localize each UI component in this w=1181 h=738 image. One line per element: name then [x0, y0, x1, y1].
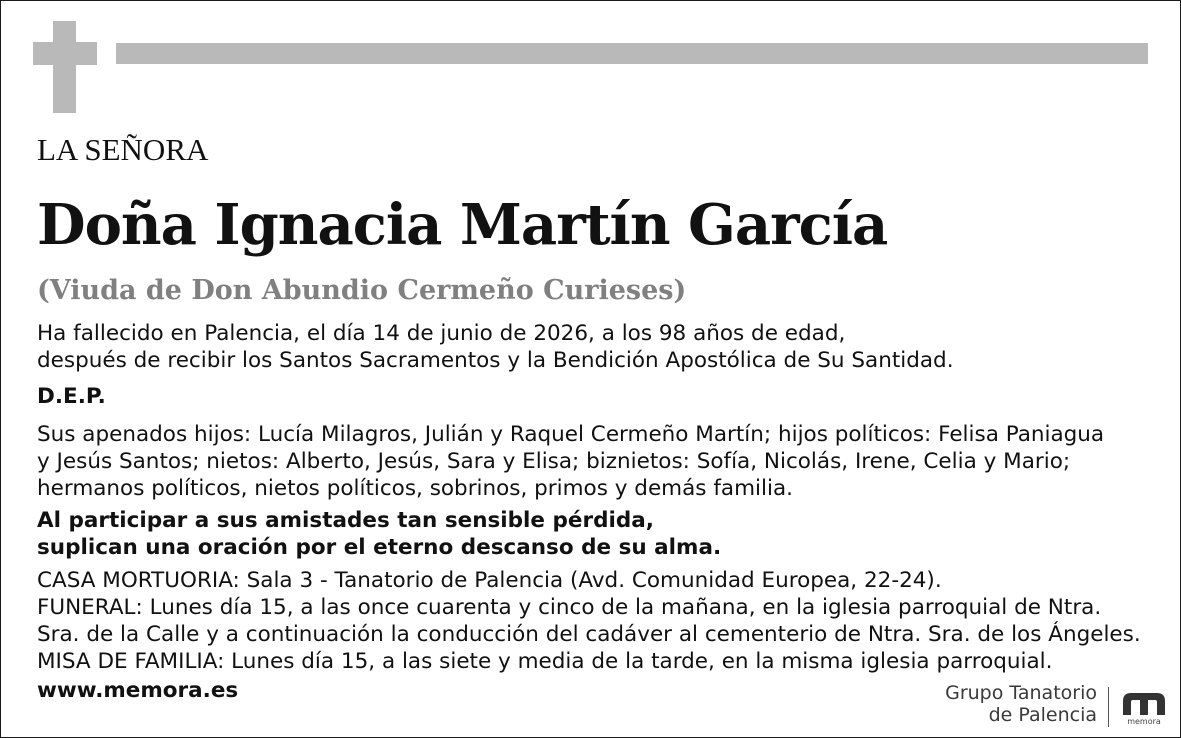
service-line: Sra. de la Calle y a continuación la conducción del cadáver al cementerio de Ntra. Sra. de los Ángeles.: [37, 622, 1141, 647]
cross-icon-bar: [33, 42, 97, 65]
family-line: Sus apenados hijos: Lucía Milagros, Julián y Raquel Cermeño Martín; hijos políticos: Felisa Paniagua: [37, 422, 1105, 447]
family-list: [37, 421, 1104, 502]
deceased-name: Doña Ignacia Martín García: [37, 192, 888, 258]
provider-divider: [1108, 687, 1109, 727]
header-rule: [116, 43, 1148, 64]
service-line: MISA DE FAMILIA: Lunes día 15, a las siete y media de la tarde, en la misma iglesia parroquial.: [37, 649, 1053, 674]
family-line: hermanos políticos, nietos políticos, sobrinos, primos y demás familia.: [37, 476, 793, 501]
funeral-home-name: [901, 682, 1097, 726]
death-line: después de recibir los Santos Sacramentos y la Bendición Apostólica de Su Santidad.: [37, 348, 954, 373]
rip-text: D.E.P.: [37, 384, 106, 409]
service-line: FUNERAL: Lunes día 15, a las once cuarenta y cinco de la mañana, en la iglesia parroquial de Ntra.: [37, 595, 1102, 620]
service-line: CASA MORTUORIA: Sala 3 - Tanatorio de Palencia (Avd. Comunidad Europea, 22-24).: [37, 568, 942, 593]
widow-of: (Viuda de Don Abundio Cermeño Curieses): [37, 275, 687, 306]
death-announcement: [37, 320, 954, 374]
prayer-line: Al participar a sus amistades tan sensible pérdida,: [37, 508, 654, 533]
honorific: LA SEÑORA: [37, 132, 209, 167]
service-details: [37, 567, 1141, 675]
family-line: y Jesús Santos; nietos: Alberto, Jesús, Sara y Elisa; biznietos: Sofía, Nicolás, Irene, Celia y Mario;: [37, 449, 1071, 474]
logo-wordmark: memora: [1127, 717, 1161, 726]
website-link[interactable]: www.memora.es: [37, 678, 239, 703]
prayer-line: suplican una oración por el eterno descanso de su alma.: [37, 535, 722, 560]
prayer-request: [37, 507, 721, 561]
death-line: Ha fallecido en Palencia, el día 14 de junio de 2026, a los 98 años de edad,: [37, 321, 846, 346]
provider-line: de Palencia: [988, 704, 1097, 726]
provider-line: Grupo Tanatorio: [945, 682, 1097, 704]
cross-icon: [53, 21, 76, 113]
